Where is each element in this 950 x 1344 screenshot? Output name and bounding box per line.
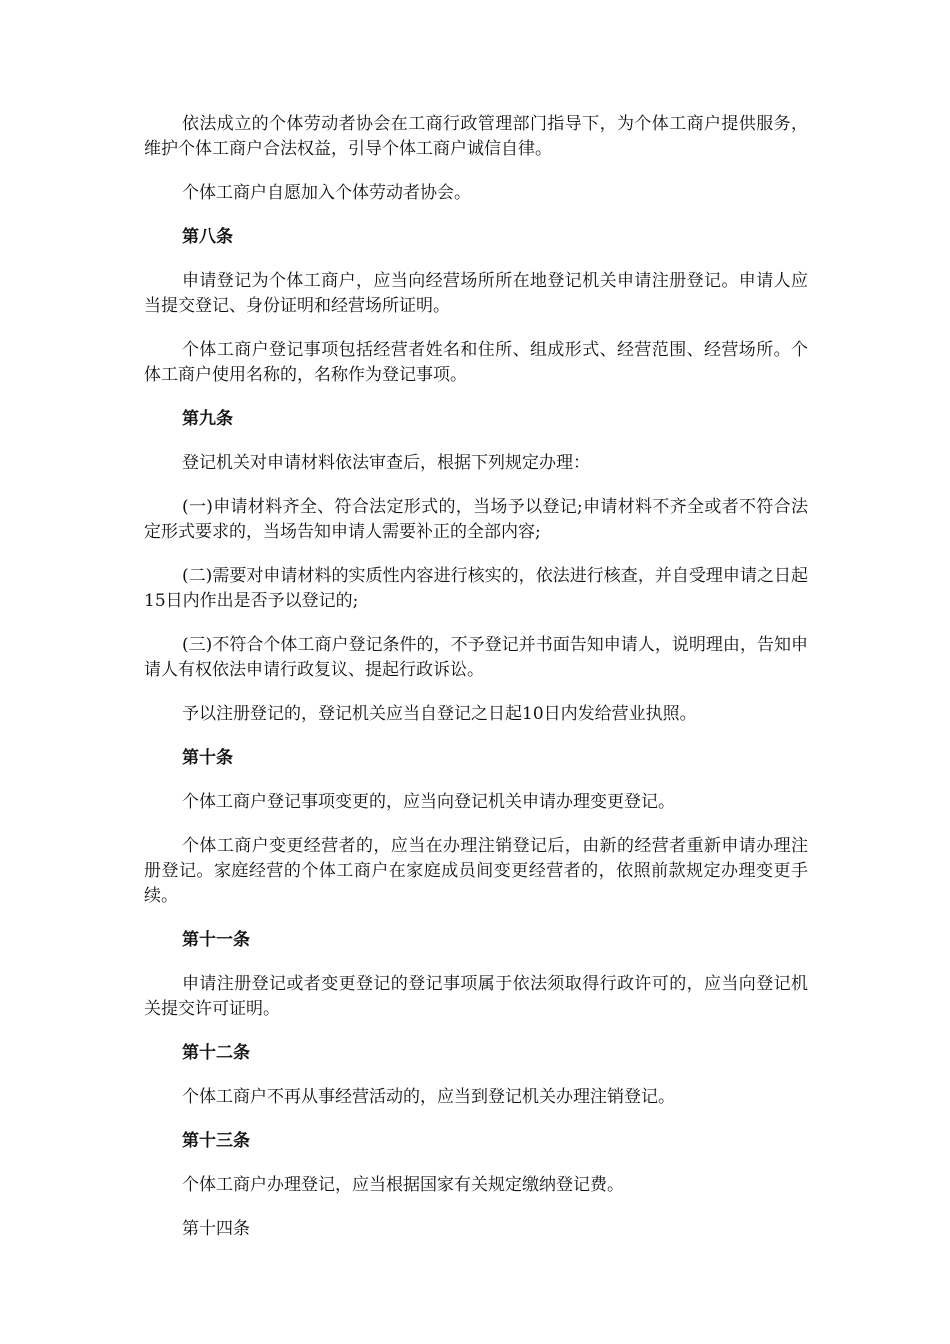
paragraph: 个体工商户办理登记，应当根据国家有关规定缴纳登记费。 xyxy=(182,1175,624,1195)
article-heading: 第十一条 xyxy=(182,930,250,950)
paragraph: (一)申请材料齐全、符合法定形式的，当场予以登记;申请材料不齐全或者不符合法定形式要求的，当场告知申请人需要补正的全部内容; xyxy=(144,497,808,542)
paragraph: 依法成立的个体劳动者协会在工商行政管理部门指导下，为个体工商户提供服务，维护个体工商户合法权益，引导个体工商户诚信自律。 xyxy=(144,114,808,159)
paragraph: 个体工商户不再从事经营活动的，应当到登记机关办理注销登记。 xyxy=(182,1087,675,1107)
paragraph: 申请注册登记或者变更登记的登记事项属于依法须取得行政许可的，应当向登记机关提交许可证明。 xyxy=(144,974,808,1019)
article-heading: 第十四条 xyxy=(182,1219,250,1239)
paragraph: 予以注册登记的，登记机关应当自登记之日起10日内发给营业执照。 xyxy=(182,704,697,724)
paragraph: 个体工商户登记事项变更的，应当向登记机关申请办理变更登记。 xyxy=(182,792,675,812)
paragraph: (二)需要对申请材料的实质性内容进行核实的，依法进行核查，并自受理申请之日起15日内作出是否予以登记的; xyxy=(144,566,808,611)
paragraph: 个体工商户登记事项包括经营者姓名和住所、组成形式、经营范围、经营场所。个体工商户使用名称的，名称作为登记事项。 xyxy=(144,340,808,385)
article-heading: 第十三条 xyxy=(182,1131,250,1151)
paragraph: 登记机关对申请材料依法审查后，根据下列规定办理： xyxy=(182,453,590,473)
article-heading: 第十二条 xyxy=(182,1043,250,1063)
paragraph: 个体工商户变更经营者的，应当在办理注销登记后，由新的经营者重新申请办理注册登记。家庭经营的个体工商户在家庭成员间变更经营者的，依照前款规定办理变更手续。 xyxy=(144,836,808,906)
paragraph: 申请登记为个体工商户，应当向经营场所所在地登记机关申请注册登记。申请人应当提交登记、身份证明和经营场所证明。 xyxy=(144,271,808,316)
document-body xyxy=(144,112,808,1261)
article-heading: 第八条 xyxy=(182,227,233,247)
paragraph: 个体工商户自愿加入个体劳动者协会。 xyxy=(182,183,471,203)
article-heading: 第九条 xyxy=(182,409,233,429)
article-heading: 第十条 xyxy=(182,748,233,768)
paragraph: (三)不符合个体工商户登记条件的，不予登记并书面告知申请人，说明理由，告知申请人有权依法申请行政复议、提起行政诉讼。 xyxy=(144,635,808,680)
